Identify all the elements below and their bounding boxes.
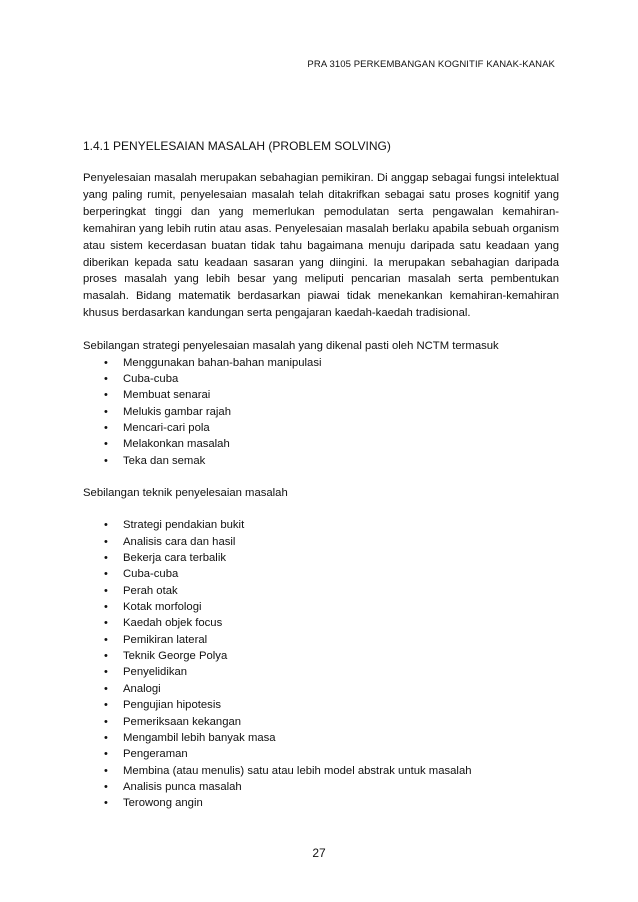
bullet-icon: • [104,715,108,728]
list-item: • Analisis cara dan hasil [83,534,559,550]
bullet-icon: • [104,454,108,467]
list-item: • Strategi pendakian bukit [83,517,559,533]
list-item: • Menggunakan bahan-bahan manipulasi [83,355,559,371]
bullet-icon: • [104,780,108,793]
bullet-icon: • [104,650,108,663]
bullet-icon: • [104,372,108,385]
page-number: 27 [312,846,326,860]
bullet-icon: • [104,552,108,565]
list-item: • Melukis gambar rajah [83,404,559,420]
list-item: • Membina (atau menulis) satu atau lebih model abstrak untuk masalah [83,763,559,779]
list-item: • Teknik George Polya [83,648,559,664]
bullet-icon: • [104,764,108,777]
list-item: • Terowong angin [83,795,559,811]
bullet-icon: • [104,666,108,679]
section-heading: 1.4.1 PENYELESAIAN MASALAH (PROBLEM SOLVING) [83,139,391,153]
bullet-icon: • [104,421,108,434]
list-item: • Cuba-cuba [83,566,559,582]
list-item: • Analisis punca masalah [83,779,559,795]
bullet-icon: • [104,356,108,369]
bullet-icon: • [104,699,108,712]
strategies-list [83,355,559,469]
bullet-icon: • [104,584,108,597]
list-item: • Mengambil lebih banyak masa [83,730,559,746]
list-item: • Pemikiran lateral [83,632,559,648]
list-item: • Mencari-cari pola [83,420,559,436]
bullet-icon: • [104,438,108,451]
bullet-icon: • [104,797,108,810]
bullet-icon: • [104,617,108,630]
list-item: • Analogi [83,681,559,697]
bullet-icon: • [104,601,108,614]
list-item: • Perah otak [83,583,559,599]
page-content [83,138,559,812]
bullet-icon: • [104,568,108,581]
bullet-icon: • [104,519,108,532]
bullet-icon: • [104,731,108,744]
list-item: • Pemeriksaan kekangan [83,714,559,730]
strategies-intro: Sebilangan strategi penyelesaian masalah yang dikenal pasti oleh NCTM termasuk [83,340,499,353]
bullet-icon: • [104,633,108,646]
techniques-intro: Sebilangan teknik penyelesaian masalah [83,486,288,499]
list-item: • Pengeraman [83,746,559,762]
list-item: • Pengujian hipotesis [83,697,559,713]
bullet-icon: • [104,748,108,761]
techniques-list [83,517,559,811]
list-item: • Membuat senarai [83,387,559,403]
list-item: • Cuba-cuba [83,371,559,387]
bullet-icon: • [104,535,108,548]
list-item: • Teka dan semak [83,453,559,469]
bullet-icon: • [104,405,108,418]
bullet-icon: • [104,682,108,695]
bullet-icon: • [104,389,108,402]
list-item: • Kotak morfologi [83,599,559,615]
running-header: PRA 3105 PERKEMBANGAN KOGNITIF KANAK-KANAK [307,59,555,70]
list-item: • Kaedah objek focus [83,615,559,631]
list-item: • Bekerja cara terbalik [83,550,559,566]
list-item: • Melakonkan masalah [83,436,559,452]
list-item: • Penyelidikan [83,664,559,680]
body-paragraph: Penyelesaian masalah merupakan sebahagian pemikiran. Di anggap sebagai fungsi intelektual yang paling rumit, penyelesaian masalah telah ditakrifkan sebagai satu proses kognitif yang berperingkat tinggi dan yang memerlukan pemodulatan serta pengawalan kemahiran-kemahiran yang lebih rutin atau asas. Penyelesaian masalah berlaku apabila sebuah organism atau sistem kecerdasan buatan tidak tahu bagaimana menuju daripada satu keadaan yang diberikan kepada satu keadaan sasaran yang diingini. Ia merupakan sebahagian daripada proses masalah yang lebih besar yang meliputi pencarian masalah serta pembentukan masalah. Bidang matematik berdasarkan piawai tidak menekankan kemahiran-kemahiran khusus berdasarkan kandungan serta pengajaran kaedah-kaedah tradisional. [83,172,559,320]
